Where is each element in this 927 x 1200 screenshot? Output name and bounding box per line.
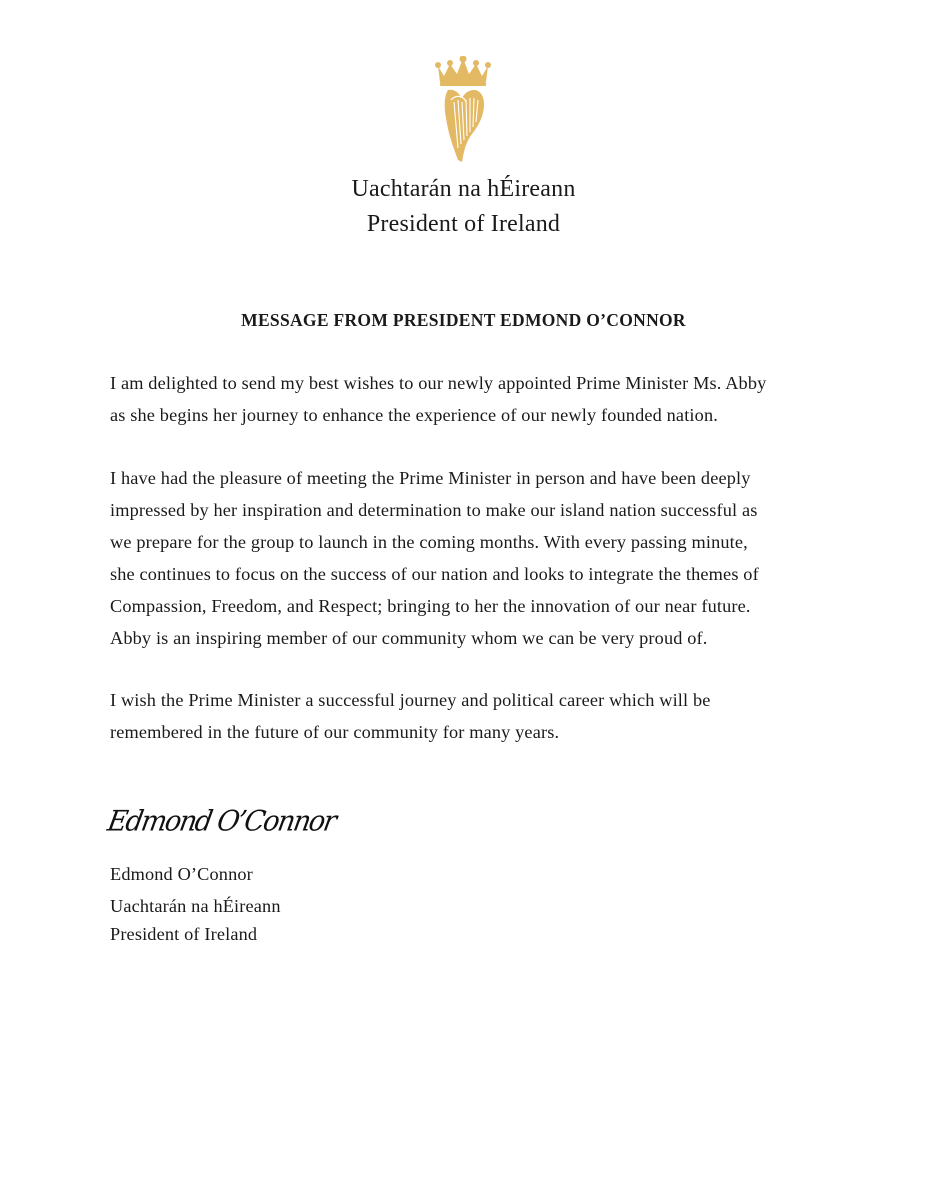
- paragraph-line: impressed by her inspiration and determination to make our island nation successful as: [110, 500, 758, 520]
- paragraph-line: I am delighted to send my best wishes to our newly appointed Prime Minister Ms. Abby: [110, 373, 767, 393]
- office-title-english: President of Ireland: [366, 211, 561, 237]
- paragraph-body: [110, 462, 830, 654]
- signatory-title-irish: Uachtarán na hÉireann: [110, 896, 281, 916]
- paragraph-line: Abby is an inspiring member of our community whom we can be very proud of.: [110, 628, 708, 648]
- office-title-irish: Uachtarán na hÉireann: [351, 176, 576, 202]
- paragraph-line: I wish the Prime Minister a successful journey and political career which will be: [110, 690, 711, 710]
- handwritten-signature: Edmond O’Connor: [105, 805, 338, 838]
- harp-crest-icon: [434, 56, 492, 164]
- paragraph-line: Compassion, Freedom, and Respect; bringing to her the innovation of our near future.: [110, 596, 751, 616]
- paragraph-line: as she begins her journey to enhance the experience of our newly founded nation.: [110, 405, 718, 425]
- paragraph-greeting: [110, 367, 830, 431]
- paragraph-line: I have had the pleasure of meeting the Prime Minister in person and have been deeply: [110, 468, 751, 488]
- paragraph-closing: [110, 684, 830, 748]
- paragraph-line: remembered in the future of our community for many years.: [110, 722, 560, 742]
- message-heading: MESSAGE FROM PRESIDENT EDMOND O’CONNOR: [241, 310, 686, 330]
- paragraph-line: we prepare for the group to launch in the coming months. With every passing minute,: [110, 532, 748, 552]
- paragraph-line: she continues to focus on the success of our nation and looks to integrate the themes of: [110, 564, 759, 584]
- signatory-name: Edmond O’Connor: [110, 864, 253, 884]
- signatory-title-english: President of Ireland: [110, 924, 258, 944]
